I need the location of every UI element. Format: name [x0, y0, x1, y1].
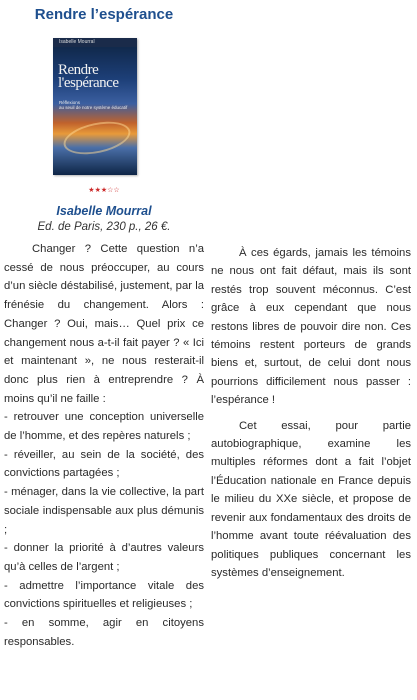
list-item: - retrouver une conception universelle de l’homme, et des repères naturels ;	[4, 411, 204, 443]
rating-stars: ★★★☆☆	[88, 186, 120, 194]
cover-subtitle-line1: Réflexions	[59, 100, 81, 105]
edition-info: Ed. de Paris, 230 p., 26 €.	[37, 221, 171, 233]
book-cover-image	[53, 38, 137, 175]
cover-subtitle	[59, 100, 127, 110]
author-name: Isabelle Mourral	[56, 204, 152, 218]
cover-title-line1: Rendre	[58, 62, 99, 78]
cover-title-line2: l'espérance	[58, 75, 119, 91]
paragraph-essay: Cet essai, pour partie autobiographique, examine les multiples réformes dont a fait l’objet l’Éducation nationale en France depuis le milieu du XXe siècle, et propose de revenir aux fondamentaux des droits de l’homme avant toute réévaluation des politiques publiques concernant les systèmes d’enseignement.	[211, 419, 411, 579]
cover-subtitle-line2: au seuil de notre système éducatif	[59, 105, 128, 110]
paragraph-witnesses: À ces égards, jamais les témoins ne nous ont fait défaut, mais ils sont restés trop souvent méconnus. C’est grâce à eux cependant que nous restons libres de pouvoir dire non. Ces témoins restent porteurs de grands biens et, surtout, de celui dont nous pourrions difficilement nous passer : l’espérance !	[211, 247, 411, 407]
cover-title	[58, 64, 119, 90]
list-item: - en somme, agir en citoyens responsables.	[4, 617, 204, 648]
cover-author: Isabelle Mourral	[59, 39, 95, 45]
text-column-right	[211, 244, 411, 582]
text-column-left	[4, 240, 204, 651]
page-title: Rendre l’espérance	[34, 6, 174, 23]
list-item: - réveiller, au sein de la société, des convictions partagées ;	[4, 448, 204, 480]
cover-artwork	[61, 116, 134, 159]
list-item: - donner la priorité à d’autres valeurs qu’à celles de l’argent ;	[4, 542, 204, 573]
list-item: - ménager, dans la vie collective, la part sociale indispensable aux plus démunis ;	[4, 486, 204, 536]
list-item: - admettre l’importance vitale des convictions spirituelles et religieuses ;	[4, 579, 204, 611]
intro-paragraph: Changer ? Cette question n’a cessé de nous préoccuper, au cours d’un siècle déstabilisé, justement, par la frénésie du changement. Alors : Changer ? Oui, mais… Quel prix ce changement nous a-t-il fait payer ? « Ici et maintenant », ne nous resterait-il donc plus rien à entreprendre ? À moins qu’il ne faille :	[4, 243, 204, 405]
